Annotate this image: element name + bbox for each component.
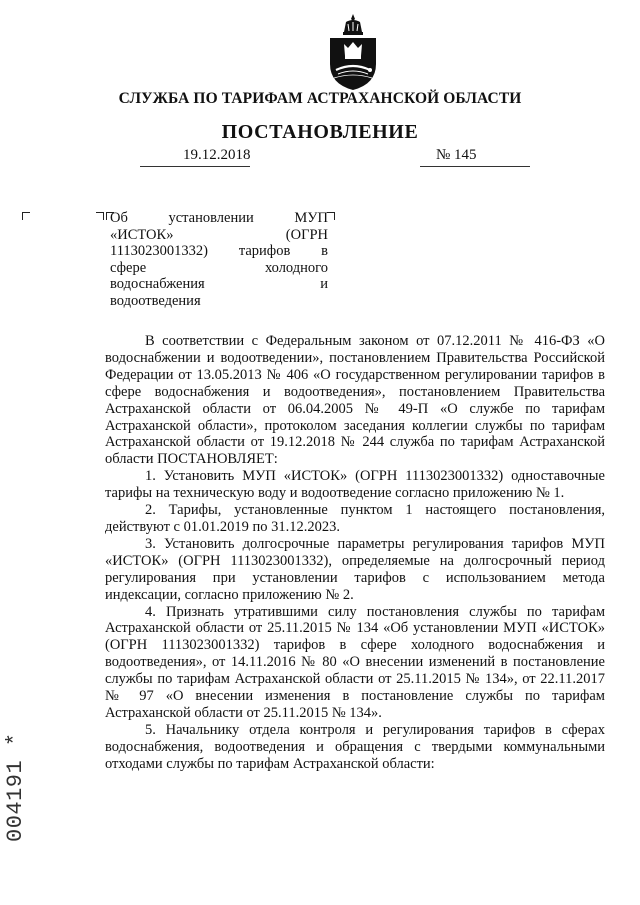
- subject-line: 1113023001332) тарифов в: [110, 243, 328, 260]
- corner-mark-right: [327, 212, 335, 220]
- subject-line: сфере холодного: [110, 259, 328, 276]
- document-number: № 145: [436, 147, 477, 163]
- document-date: 19.12.2018: [183, 147, 251, 163]
- document-type-title: ПОСТАНОВЛЕНИЕ: [221, 121, 419, 143]
- body-paragraph-item-4: 4. Признать утратившими силу постановления службы по тарифам Астраханской области от 25.11.2015 № 134 «Об установлении МУП «ИСТОК» (ОГРН 1113023001332) тарифов в сфере холодного водоснабжения и водоотведения», от 14.11.2016 № 80 «О внесении изменений в постановление службы по тарифам Астраханской области от 25.11.2015 № 134», от 22.11.2017 № 97 «О внесении изменения в постановление службы по тарифам Астраханской области от 25.11.2015 № 134».: [105, 603, 605, 721]
- number-underline: [420, 166, 530, 167]
- subject-line: «ИСТОК» (ОГРН: [110, 226, 328, 243]
- body-paragraph-item-1: 1. Установить МУП «ИСТОК» (ОГРН 1113023001332) одноставочные тарифы на техническую воду и водоотведение согласно приложению № 1.: [105, 468, 605, 502]
- corner-mark-inner-left: [96, 212, 104, 220]
- date-underline: [140, 166, 250, 167]
- body-paragraph-item-3: 3. Установить долгосрочные параметры регулирования тарифов МУП «ИСТОК» (ОГРН 1113023001332), определяемые на долгосрочный период регулирования при установлении тарифов с использованием метода индексации, согласно приложению № 2.: [105, 535, 605, 603]
- document-subject: [110, 210, 328, 310]
- agency-name: СЛУЖБА ПО ТАРИФАМ АСТРАХАНСКОЙ ОБЛАСТИ: [118, 90, 522, 107]
- body-paragraph-item-2: 2. Тарифы, установленные пунктом 1 настоящего постановления, действуют с 01.01.2019 по 31.12.2023.: [105, 502, 605, 535]
- document-body: [105, 333, 605, 773]
- subject-line: Об установлении МУП: [110, 210, 328, 226]
- corner-mark-left: [22, 212, 30, 220]
- coat-of-arms-emblem: [324, 12, 382, 92]
- body-paragraph-preamble: В соответствии с Федеральным законом от 07.12.2011 № 416-ФЗ «О водоснабжении и водоотведении», постановлением Правительства Российской Федерации от 13.05.2013 № 406 «О государственном регулировании тарифов в сфере водоснабжения и водоотведения», постановлением Правительства Астраханской области от 06.04.2005 № 49-П «О службе по тарифам Астраханской области», протоколом заседания коллегии службы по тарифам Астраханской области от 19.12.2018 № 244 служба по тарифам Астраханской области ПОСТАНОВЛЯЕТ:: [105, 333, 605, 468]
- body-paragraph-item-5: 5. Начальнику отдела контроля и регулирования тарифов в сферах водоснабжения, водоотведения и обращения с твердыми коммунальными отходами службы по тарифам Астраханской области:: [105, 721, 605, 772]
- serial-number-stamp: 004191 *: [3, 732, 28, 842]
- subject-line: водоотведения: [110, 292, 201, 309]
- subject-line: водоснабжения и: [110, 276, 328, 293]
